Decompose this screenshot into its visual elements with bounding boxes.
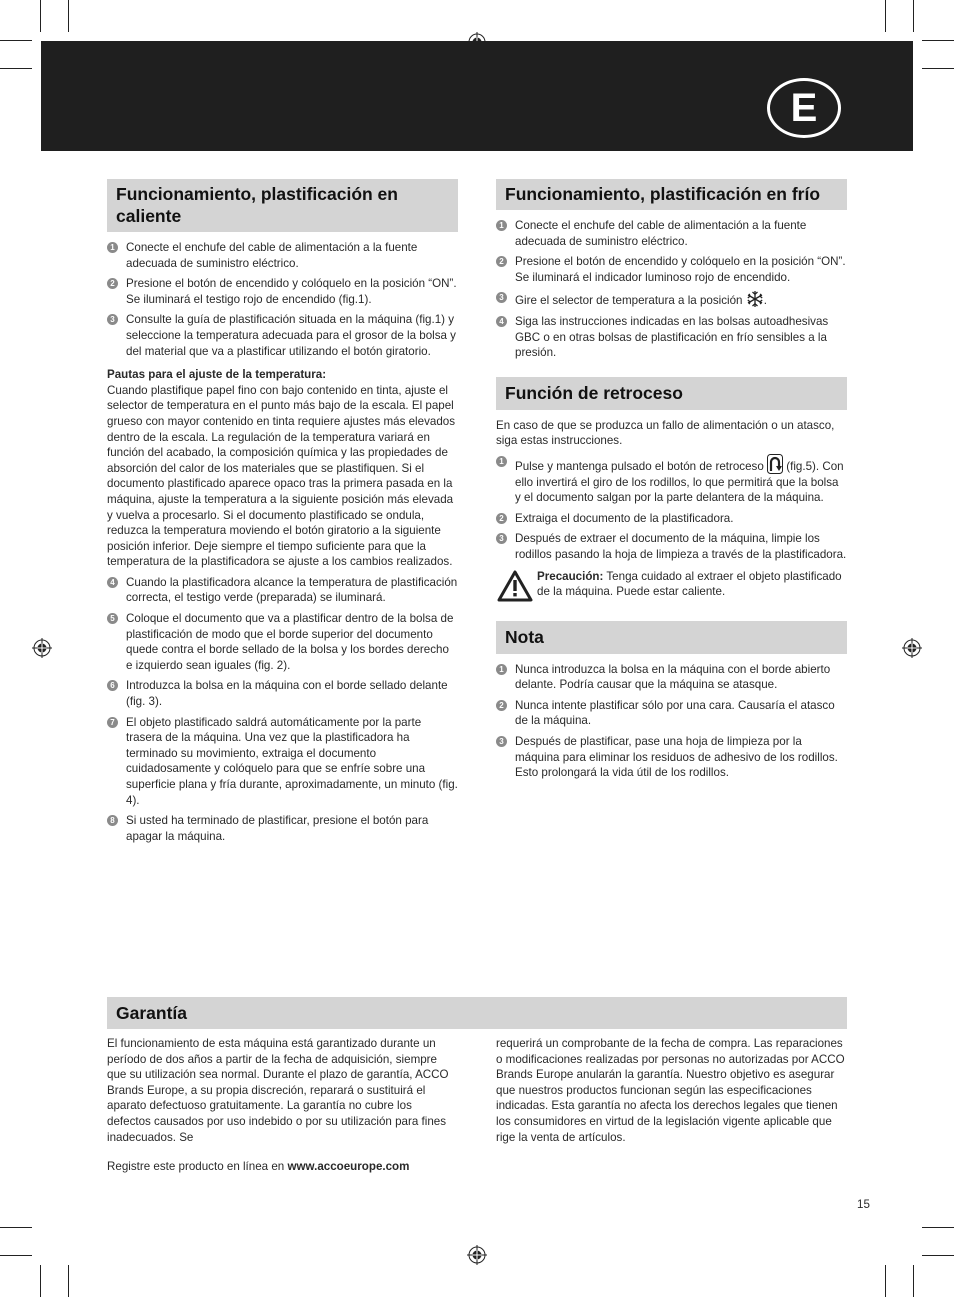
- list-item: [496, 662, 847, 693]
- list-item: [107, 276, 458, 307]
- crop-mark: [68, 1265, 69, 1297]
- crop-mark: [0, 68, 32, 69]
- list-item: [107, 678, 458, 709]
- step-number: 3: [496, 736, 507, 747]
- register-line: [107, 1159, 458, 1175]
- step-text: Presione el botón de encendido y colóquelo en la posición “ON”. Se iluminará el testigo rojo de encendido (fig.1).: [126, 277, 457, 306]
- step-text: Después de extraer el documento de la máquina, limpie los rodillos pasando la hoja de limpieza a través de la plastificadora.: [515, 532, 847, 561]
- list-item: [496, 454, 847, 506]
- list-item: [496, 314, 847, 361]
- page-number: 15: [857, 1198, 870, 1211]
- hot-lamination-section: [107, 179, 458, 849]
- step-number: 6: [107, 680, 118, 691]
- warning-triangle-icon: [497, 570, 533, 602]
- crop-mark: [922, 1255, 954, 1256]
- list-item: [107, 240, 458, 271]
- list-item: [107, 611, 458, 673]
- crop-mark: [0, 1227, 32, 1228]
- step-text: Presione el botón de encendido y colóquelo en la posición “ON”. Se iluminará el indicador luminoso rojo de encendido.: [515, 255, 846, 284]
- step-text: Extraiga el documento de la plastificadora.: [515, 511, 734, 525]
- step-text: Nunca intente plastificar sólo por una cara. Causaría el atasco de la máquina.: [515, 698, 835, 728]
- snowflake-icon: [746, 290, 764, 308]
- step-number: 2: [107, 278, 118, 289]
- list-item: [107, 813, 458, 844]
- step-number: 2: [496, 700, 507, 711]
- step-text: Conecte el enchufe del cable de alimentación a la fuente adecuada de suministro eléctrico.: [126, 241, 418, 270]
- step-number: 7: [107, 717, 118, 728]
- step-number: 1: [496, 220, 507, 231]
- step-number: 3: [496, 292, 507, 303]
- step-text: Pulse y mantenga pulsado el botón de retroceso: [515, 459, 764, 473]
- registration-mark-icon: [467, 1245, 487, 1265]
- list-item: [107, 312, 458, 359]
- section-title: Garantía: [107, 997, 847, 1029]
- language-badge: E: [767, 78, 841, 138]
- step-text: Gire el selector de temperatura a la posición: [515, 294, 743, 308]
- section-title: Nota: [496, 621, 847, 654]
- section-title: Funcionamiento, plastificación en frío: [496, 179, 847, 210]
- right-column: [496, 179, 847, 786]
- step-text: Coloque el documento que va a plastificar dentro de la bolsa de plastificación de modo que el borde superior del documento quede contra el borde sellado de la bolsa y los bordes derecho e izquierdo sean iguales (fig. 2).: [126, 612, 454, 672]
- registration-mark-icon: [902, 638, 922, 658]
- step-text: Introduzca la bolsa en la máquina con el borde sellado delante (fig. 3).: [126, 679, 448, 709]
- registration-mark-icon: [32, 638, 52, 658]
- step-number: 4: [496, 316, 507, 327]
- section-title: Función de retroceso: [496, 377, 847, 410]
- crop-mark: [913, 1265, 914, 1297]
- list-item: [107, 575, 458, 606]
- list-item: [496, 531, 847, 562]
- step-text-tail: .: [763, 294, 767, 308]
- step-number: 1: [496, 456, 507, 467]
- temperature-tips: [107, 367, 458, 570]
- caution-label: Precaución:: [537, 569, 604, 583]
- warranty-text: El funcionamiento de esta máquina está garantizado durante un período de dos años a partir de la fecha de adquisición, siempre que su utilización sea normal. Durante el plazo de garantía, ACCO Brands Europe, a su propia discreción, reparará o sustituirá el aparato defectuoso gratuitamente. La garantía no cubre los defectos causados por uso indebido o por su utilización para fines inadecuados. Se: [107, 1037, 449, 1144]
- step-text: Conecte el enchufe del cable de alimentación a la fuente adecuada de suministro eléctrico.: [515, 219, 807, 248]
- step-number: 2: [496, 256, 507, 267]
- list-item: [496, 254, 847, 285]
- step-number: 5: [107, 613, 118, 624]
- crop-mark: [0, 40, 32, 41]
- caution-text: Tenga cuidado al extraer el objeto plastificado de la máquina. Puede estar caliente.: [537, 569, 842, 599]
- step-number: 8: [107, 815, 118, 826]
- list-item: [496, 290, 847, 309]
- list-item: [496, 511, 847, 527]
- crop-mark: [922, 1227, 954, 1228]
- step-text: Consulte la guía de plastificación situada en la máquina (fig.1) y seleccione la temperatura adecuada para el grosor de la bolsa y del material que va a plastificar utilizando el botón giratorio.: [126, 313, 456, 358]
- list-item: [496, 218, 847, 249]
- step-text: Siga las instrucciones indicadas en las bolsas autoadhesivas GBC o en otras bolsas de plastificación en frío sensibles a la presión.: [515, 314, 829, 360]
- tips-text: Cuando plastifique papel fino con bajo contenido en tinta, ajuste el selector de temperatura en el punto más bajo de la escala. El papel grueso con mayor contenido en tinta requiere ajustes más elevados dentro de la escala. La regulación de la temperatura variará en función del acabado, la composición química y las propiedades de absorción del calor de los materiales que se plastifiquen. Si el documento plastificado aparece opaco tras la primera pasada en la máquina, ajuste la temperatura a la siguiente posición más elevada y vuelva a procesarlo. Si el documento plastificado se ondula, reduzca la temperatura moviendo el botón giratorio a la siguiente posición inferior. Deje siempre el tiempo suficiente para que la temperatura de la plastificadora se ajuste a los cambios realizados.: [107, 383, 456, 569]
- step-number: 2: [496, 513, 507, 524]
- crop-mark: [40, 0, 41, 32]
- crop-mark: [922, 68, 954, 69]
- step-text: Cuando la plastificadora alcance la temperatura de plastificación correcta, el testigo verde (preparada) se iluminará.: [126, 575, 458, 605]
- reverse-button-icon: [767, 454, 783, 474]
- step-number: 1: [107, 242, 118, 253]
- list-item: [496, 734, 847, 781]
- section-title: Funcionamiento, plastificación en caliente: [107, 179, 458, 232]
- crop-mark: [885, 1265, 886, 1297]
- crop-mark: [68, 0, 69, 32]
- step-text: Nunca introduzca la bolsa en la máquina con el borde abierto delante. Podría causar que la máquina se atasque.: [515, 662, 831, 692]
- step-number: 3: [107, 314, 118, 325]
- crop-mark: [885, 0, 886, 32]
- reverse-intro: En caso de que se produzca un fallo de alimentación o un atasco, siga estas instrucciones.: [496, 418, 835, 448]
- step-text: Después de plastificar, pase una hoja de limpieza por la máquina para eliminar los residuos de adhesivo de los rodillos. Esto prolongará la vida útil de los rodillos.: [515, 735, 838, 780]
- register-text: Registre este producto en línea en: [107, 1160, 288, 1174]
- crop-mark: [40, 1265, 41, 1297]
- crop-mark: [922, 40, 954, 41]
- step-text-tail: (fig.5). Con ello invertirá el giro de los rodillos, lo que permitirá que la bolsa y el documento salgan por la parte delantera de la máquina.: [515, 459, 844, 505]
- step-text: Si usted ha terminado de plastificar, presione el botón para apagar la máquina.: [126, 814, 429, 843]
- crop-mark: [913, 0, 914, 32]
- step-number: 3: [496, 533, 507, 544]
- tips-title: Pautas para el ajuste de la temperatura:: [107, 368, 327, 382]
- warranty-left: [107, 1036, 458, 1175]
- step-number: 4: [107, 577, 118, 588]
- list-item: [496, 698, 847, 729]
- caution-note: [496, 569, 847, 600]
- step-text: El objeto plastificado saldrá automáticamente por la parte trasera de la máquina. Una vez que la plastificadora ha terminado su movimiento, extraiga el documento cuidadosamente y colóquelo para que se enfríe sobre una superficie plana y fría durante, aproximadamente, un minuto (fig. 4).: [126, 715, 458, 807]
- register-link[interactable]: www.accoeurope.com: [287, 1160, 410, 1174]
- warranty-right: requerirá un comprobante de la fecha de compra. Las reparaciones o modificaciones realizadas por personas no autorizadas por ACCO Brands Europe anularán la garantía. Nuestro objetivo es asegurar que nuestros productos funcionan según las especificaciones indicadas. Esta garantía no afecta los derechos legales que tienen los consumidores en virtud de la legislación vigente aplicable que rige la venta de artículos.: [496, 1037, 845, 1144]
- list-item: [107, 715, 458, 809]
- crop-mark: [0, 1255, 32, 1256]
- step-number: 1: [496, 664, 507, 675]
